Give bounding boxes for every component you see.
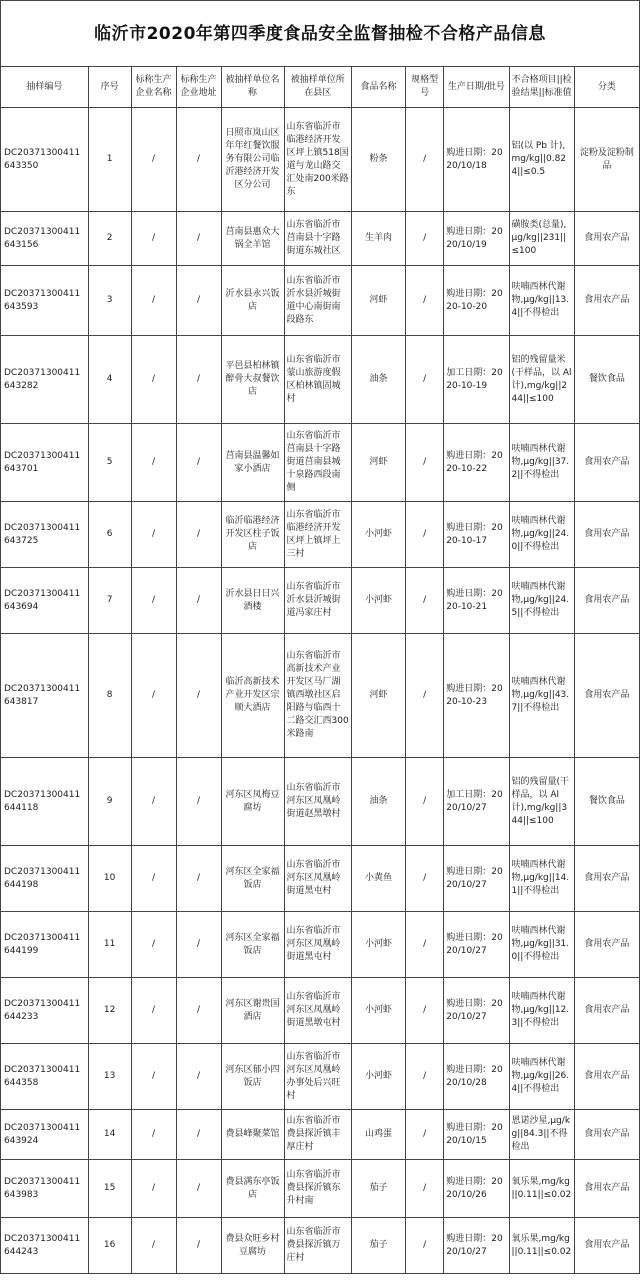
cell-serial-no: 6: [88, 502, 131, 568]
col-header-category: 分类: [574, 67, 639, 108]
cell-sampled-address: 山东省临沂市河东区凤凰岭街道黑屯村: [284, 846, 352, 912]
cell-sample-code: DC20371300411643983: [1, 1160, 89, 1218]
cell-serial-no: 5: [88, 424, 131, 502]
cell-maker-address: /: [176, 758, 221, 846]
cell-sample-code: DC20371300411643694: [1, 568, 89, 634]
cell-category: 餐饮食品: [574, 336, 639, 424]
cell-serial-no: 2: [88, 212, 131, 266]
cell-maker-address: /: [176, 108, 221, 212]
table-row: [1, 424, 640, 502]
cell-maker-address: /: [176, 424, 221, 502]
cell-maker-name: /: [131, 1218, 176, 1274]
cell-category: 食用农产品: [574, 568, 639, 634]
cell-production-date: 购进日期：2020/10/27: [444, 846, 509, 912]
cell-maker-name: /: [131, 108, 176, 212]
cell-maker-name: /: [131, 758, 176, 846]
cell-sample-code: DC20371300411643924: [1, 1110, 89, 1160]
cell-sample-code: DC20371300411644198: [1, 846, 89, 912]
cell-sampled-address: 山东省临沂市费县探沂镇东升村南: [284, 1160, 352, 1218]
cell-failed-item: 呋喃西林代谢物,μg/kg||14.1||不得检出: [509, 846, 574, 912]
cell-food-name: 生羊肉: [352, 212, 406, 266]
cell-serial-no: 13: [88, 1044, 131, 1110]
cell-sampled-address: 山东省临沂市莒南县十字路街道莒南县城十泉路西段南侧: [284, 424, 352, 502]
cell-sample-code: DC20371300411643593: [1, 266, 89, 336]
cell-food-name: 小黄鱼: [352, 846, 406, 912]
cell-category: 食用农产品: [574, 1110, 639, 1160]
cell-food-name: 粉条: [352, 108, 406, 212]
cell-sample-code: DC20371300411643817: [1, 634, 89, 758]
cell-failed-item: 呋喃西林代谢物,μg/kg||13.4||不得检出: [509, 266, 574, 336]
cell-production-date: 购进日期：2020/10/19: [444, 212, 509, 266]
cell-sample-code: DC20371300411644118: [1, 758, 89, 846]
cell-category: 餐饮食品: [574, 758, 639, 846]
cell-food-name: 小河虾: [352, 502, 406, 568]
cell-category: 食用农产品: [574, 912, 639, 978]
cell-production-date: 购进日期：2020-10-22: [444, 424, 509, 502]
cell-sampled-unit: 费县满东亭饭店: [221, 1160, 284, 1218]
cell-spec: /: [406, 846, 444, 912]
col-header-maker-addr: 标称生产企业地址: [176, 67, 221, 108]
table-row: [1, 1160, 640, 1218]
cell-category: 食用农产品: [574, 212, 639, 266]
cell-food-name: 河虾: [352, 634, 406, 758]
cell-sampled-address: 山东省临沂市沂水县沂城街道冯家庄村: [284, 568, 352, 634]
cell-sampled-address: 山东省临沂市河东区凤凰岭街道赵黑墩村: [284, 758, 352, 846]
cell-sampled-address: 山东省临沂市河东区凤凰岭街道黑墩屯村: [284, 978, 352, 1044]
cell-sample-code: DC20371300411644199: [1, 912, 89, 978]
cell-sampled-unit: 河东区凤梅豆腐坊: [221, 758, 284, 846]
cell-production-date: 购进日期：2020/10/26: [444, 1160, 509, 1218]
cell-food-name: 河虾: [352, 424, 406, 502]
cell-category: 食用农产品: [574, 424, 639, 502]
cell-production-date: 购进日期：2020/10/28: [444, 1044, 509, 1110]
col-header-no: 序号: [88, 67, 131, 108]
cell-failed-item: 氧乐果,mg/kg||0.11||≤0.02: [509, 1160, 574, 1218]
table-header-row: [1, 67, 640, 108]
cell-category: 食用农产品: [574, 1044, 639, 1110]
cell-maker-name: /: [131, 424, 176, 502]
table-row: [1, 634, 640, 758]
cell-serial-no: 16: [88, 1218, 131, 1274]
cell-category: 食用农产品: [574, 846, 639, 912]
cell-serial-no: 4: [88, 336, 131, 424]
cell-sampled-unit: 莒南县温馨如家小酒店: [221, 424, 284, 502]
cell-food-name: 山鸡蛋: [352, 1110, 406, 1160]
page-title: 临沂市2020年第四季度食品安全监督抽检不合格产品信息: [0, 0, 640, 66]
cell-serial-no: 15: [88, 1160, 131, 1218]
cell-maker-name: /: [131, 1160, 176, 1218]
cell-serial-no: 14: [88, 1110, 131, 1160]
cell-failed-item: 氧乐果,mg/kg||0.11||≤0.02: [509, 1218, 574, 1274]
cell-spec: /: [406, 502, 444, 568]
table-row: [1, 502, 640, 568]
cell-maker-name: /: [131, 266, 176, 336]
cell-failed-item: 呋喃西林代谢物,μg/kg||43.7||不得检出: [509, 634, 574, 758]
cell-maker-address: /: [176, 212, 221, 266]
col-header-unit: 被抽样单位名称: [221, 67, 284, 108]
cell-maker-address: /: [176, 634, 221, 758]
cell-sampled-address: 山东省临沂市临港经济开发区坪上镇518国道与龙山路交汇处南200米路东: [284, 108, 352, 212]
cell-maker-name: /: [131, 502, 176, 568]
cell-sample-code: DC20371300411644243: [1, 1218, 89, 1274]
col-header-item: 不合格项目||检验结果||标准值: [509, 67, 574, 108]
cell-maker-address: /: [176, 1110, 221, 1160]
cell-maker-address: /: [176, 1160, 221, 1218]
inspection-table: [0, 66, 640, 1274]
cell-production-date: 购进日期：2020/10/27: [444, 978, 509, 1044]
cell-category: 食用农产品: [574, 266, 639, 336]
cell-sample-code: DC20371300411643282: [1, 336, 89, 424]
cell-sample-code: DC20371300411644233: [1, 978, 89, 1044]
cell-spec: /: [406, 212, 444, 266]
cell-sampled-address: 山东省临沂市费县探沂镇万庄村: [284, 1218, 352, 1274]
cell-failed-item: 铝的残留量(干样品，以 Al 计),mg/kg||344||≤100: [509, 758, 574, 846]
table-row: [1, 212, 640, 266]
cell-category: 食用农产品: [574, 1218, 639, 1274]
cell-sampled-address: 山东省临沂市蒙山旅游度假区柏林镇固城村: [284, 336, 352, 424]
cell-production-date: 购进日期：2020-10-17: [444, 502, 509, 568]
cell-food-name: 油条: [352, 758, 406, 846]
cell-serial-no: 9: [88, 758, 131, 846]
table-row: [1, 108, 640, 212]
cell-sampled-unit: 临沂临港经济开发区柱子饭店: [221, 502, 284, 568]
cell-production-date: 购进日期：2020/10/27: [444, 1218, 509, 1274]
cell-maker-address: /: [176, 912, 221, 978]
cell-sampled-unit: 费县峰聚菜馆: [221, 1110, 284, 1160]
cell-maker-name: /: [131, 212, 176, 266]
cell-sampled-unit: 莒南县惠众大锅全羊馆: [221, 212, 284, 266]
table-row: [1, 846, 640, 912]
col-header-spec: 规格型号: [406, 67, 444, 108]
col-header-maker: 标称生产企业名称: [131, 67, 176, 108]
cell-spec: /: [406, 758, 444, 846]
table-body: [1, 108, 640, 1274]
cell-sample-code: DC20371300411643156: [1, 212, 89, 266]
cell-spec: /: [406, 1044, 444, 1110]
cell-production-date: 购进日期：2020/10/18: [444, 108, 509, 212]
cell-failed-item: 呋喃西林代谢物,μg/kg||37.2||不得检出: [509, 424, 574, 502]
cell-category: 食用农产品: [574, 634, 639, 758]
cell-sampled-unit: 费县众旺乡村豆腐坊: [221, 1218, 284, 1274]
cell-maker-address: /: [176, 1218, 221, 1274]
cell-spec: /: [406, 1160, 444, 1218]
table-row: [1, 266, 640, 336]
cell-sampled-unit: 河东区谢贵国酒店: [221, 978, 284, 1044]
cell-sampled-address: 山东省临沂市莒南县十字路街道东城社区: [284, 212, 352, 266]
cell-food-name: 小河虾: [352, 568, 406, 634]
cell-failed-item: 呋喃西林代谢物,μg/kg||12.3||不得检出: [509, 978, 574, 1044]
cell-sampled-address: 山东省临沂市高新技术产业开发区马厂湖镇西墩社区启阳路与临西十二路交汇西300米路南: [284, 634, 352, 758]
cell-maker-address: /: [176, 846, 221, 912]
cell-sampled-unit: 河东区郁小四饭店: [221, 1044, 284, 1110]
cell-sampled-address: 山东省临沂市河东区凤凰岭街道黑屯村: [284, 912, 352, 978]
cell-serial-no: 12: [88, 978, 131, 1044]
cell-food-name: 油条: [352, 336, 406, 424]
table-row: [1, 1044, 640, 1110]
cell-serial-no: 7: [88, 568, 131, 634]
cell-food-name: 河虾: [352, 266, 406, 336]
cell-sampled-unit: 河东区全家福饭店: [221, 846, 284, 912]
cell-sampled-unit: 日照市岚山区年年红餐饮服务有限公司临沂港经济开发区分公司: [221, 108, 284, 212]
cell-maker-address: /: [176, 1044, 221, 1110]
cell-sampled-unit: 沂水县永兴饭店: [221, 266, 284, 336]
cell-category: 食用农产品: [574, 978, 639, 1044]
cell-category: 淀粉及淀粉制品: [574, 108, 639, 212]
cell-maker-name: /: [131, 634, 176, 758]
cell-production-date: 加工日期：2020-10-19: [444, 336, 509, 424]
cell-serial-no: 3: [88, 266, 131, 336]
cell-failed-item: 呋喃西林代谢物,μg/kg||26.4||不得检出: [509, 1044, 574, 1110]
cell-maker-address: /: [176, 266, 221, 336]
cell-food-name: 茄子: [352, 1218, 406, 1274]
cell-sampled-address: 山东省临沂市河东区凤凰岭办事处后兴旺村: [284, 1044, 352, 1110]
table-row: [1, 336, 640, 424]
cell-maker-name: /: [131, 1110, 176, 1160]
col-header-code: 抽样编号: [1, 67, 89, 108]
table-row: [1, 568, 640, 634]
cell-maker-address: /: [176, 568, 221, 634]
cell-sampled-address: 山东省临沂市沂水县沂城街道中心南街南段路东: [284, 266, 352, 336]
cell-production-date: 购进日期：2020-10-23: [444, 634, 509, 758]
cell-failed-item: 磺胺类(总量),μg/kg||231||≤100: [509, 212, 574, 266]
cell-spec: /: [406, 266, 444, 336]
cell-sample-code: DC20371300411643725: [1, 502, 89, 568]
table-row: [1, 1110, 640, 1160]
col-header-food: 食品名称: [352, 67, 406, 108]
table-row: [1, 978, 640, 1044]
cell-maker-address: /: [176, 978, 221, 1044]
cell-failed-item: 呋喃西林代谢物,μg/kg||31.0||不得检出: [509, 912, 574, 978]
cell-sample-code: DC20371300411643701: [1, 424, 89, 502]
cell-sampled-unit: 平邑县柏林镇醉骨大叔餐饮店: [221, 336, 284, 424]
cell-category: 食用农产品: [574, 1160, 639, 1218]
cell-food-name: 茄子: [352, 1160, 406, 1218]
cell-maker-name: /: [131, 912, 176, 978]
cell-production-date: 加工日期：2020/10/27: [444, 758, 509, 846]
cell-food-name: 小河虾: [352, 912, 406, 978]
cell-maker-name: /: [131, 336, 176, 424]
cell-food-name: 小河虾: [352, 978, 406, 1044]
cell-maker-name: /: [131, 1044, 176, 1110]
cell-spec: /: [406, 978, 444, 1044]
cell-serial-no: 10: [88, 846, 131, 912]
cell-spec: /: [406, 336, 444, 424]
cell-sampled-address: 山东省临沂市费县探沂镇丰厚庄村: [284, 1110, 352, 1160]
cell-sample-code: DC20371300411643350: [1, 108, 89, 212]
cell-spec: /: [406, 634, 444, 758]
cell-serial-no: 8: [88, 634, 131, 758]
cell-failed-item: 铝的残留量米(干样品，以 Al 计),mg/kg||244||≤100: [509, 336, 574, 424]
cell-production-date: 购进日期：2020-10-20: [444, 266, 509, 336]
cell-category: 食用农产品: [574, 502, 639, 568]
cell-maker-name: /: [131, 978, 176, 1044]
cell-maker-name: /: [131, 568, 176, 634]
table-row: [1, 1218, 640, 1274]
table-row: [1, 758, 640, 846]
col-header-date: 生产日期/批号: [444, 67, 509, 108]
cell-production-date: 购进日期：2020/10/27: [444, 912, 509, 978]
cell-sampled-unit: 沂水县日日兴酒楼: [221, 568, 284, 634]
table-row: [1, 912, 640, 978]
cell-sampled-unit: 河东区全家福饭店: [221, 912, 284, 978]
cell-failed-item: 铝(以 Pb 计),mg/kg||0.824||≤0.5: [509, 108, 574, 212]
cell-sampled-unit: 临沂高新技术产业开发区宗顺大酒店: [221, 634, 284, 758]
cell-maker-name: /: [131, 846, 176, 912]
cell-serial-no: 1: [88, 108, 131, 212]
cell-sample-code: DC20371300411644358: [1, 1044, 89, 1110]
cell-sampled-address: 山东省临沂市临港经济开发区坪上镇坪上三村: [284, 502, 352, 568]
cell-spec: /: [406, 1110, 444, 1160]
cell-maker-address: /: [176, 336, 221, 424]
cell-spec: /: [406, 568, 444, 634]
cell-food-name: 小河虾: [352, 1044, 406, 1110]
cell-maker-address: /: [176, 502, 221, 568]
cell-failed-item: 呋喃西林代谢物,μg/kg||24.5||不得检出: [509, 568, 574, 634]
cell-serial-no: 11: [88, 912, 131, 978]
cell-spec: /: [406, 108, 444, 212]
cell-failed-item: 呋喃西林代谢物,μg/kg||24.0||不得检出: [509, 502, 574, 568]
cell-spec: /: [406, 912, 444, 978]
col-header-addr: 被抽样单位所在县区: [284, 67, 352, 108]
cell-production-date: 购进日期：2020-10-21: [444, 568, 509, 634]
cell-production-date: 购进日期：2020/10/15: [444, 1110, 509, 1160]
cell-spec: /: [406, 424, 444, 502]
cell-failed-item: 恩诺沙星,μg/kg||84.3||不得检出: [509, 1110, 574, 1160]
cell-spec: /: [406, 1218, 444, 1274]
